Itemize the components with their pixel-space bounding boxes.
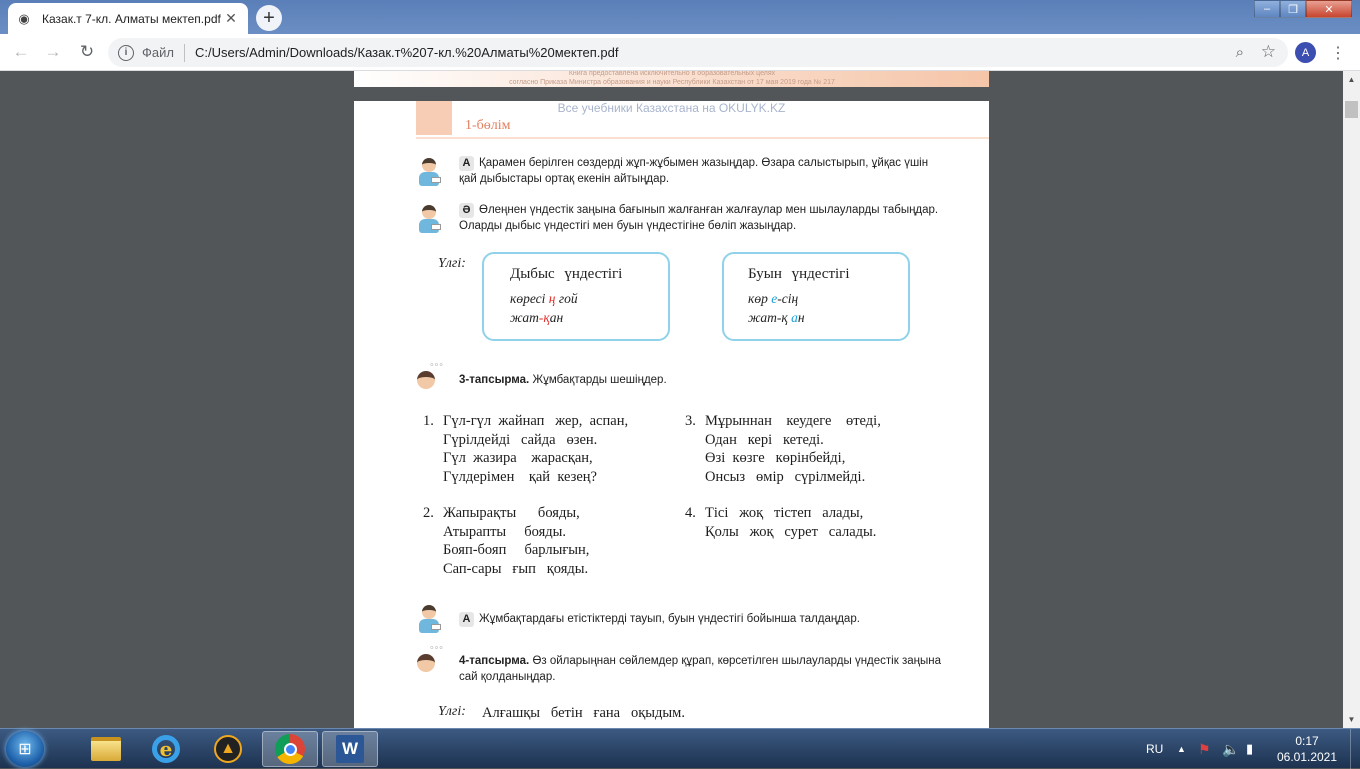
forward-icon[interactable]: →: [44, 42, 62, 61]
ie-taskbar-button[interactable]: [138, 731, 194, 767]
header-rule: [416, 137, 989, 139]
sound-harmony-box: [482, 252, 670, 341]
section-title: 1-бөлім: [465, 118, 511, 133]
bookmark-star-icon[interactable]: ☆: [1260, 42, 1276, 61]
task-3-heading: 3-тапсырма. Жұмбақтарды шешіңдер.: [459, 374, 667, 386]
profile-avatar[interactable]: A: [1295, 42, 1316, 63]
prev-page-note: Книга предоставлена исключительно в образовательных целях согласно Приказа Министра образования и науки Республики Казахстан от 17 мая 2019 года № 217: [509, 71, 835, 86]
task-letter-ae: Ә: [459, 203, 474, 218]
example-label: Үлгі:: [438, 704, 466, 719]
student-writing-icon: [417, 605, 441, 635]
tab-pdf[interactable]: [8, 3, 248, 34]
syllable-harmony-box: [722, 252, 910, 341]
scroll-thumb[interactable]: [1345, 101, 1358, 118]
box-examples: көресі ң гой жат-қан: [510, 291, 578, 325]
riddle-4: 4. Тісі жоқ тістеп алады, Қолы жоқ сурет салады.: [685, 505, 877, 540]
thinking-student-icon: ∘∘∘: [415, 646, 441, 676]
box-title: Дыбыс үндестігі: [510, 266, 623, 282]
address-bar[interactable]: [108, 38, 1288, 67]
word-taskbar-button[interactable]: [322, 731, 378, 767]
riddle-2: 2. Жапырақты бояды, Атырапты бояды. Бояп-бояп барлығын, Сап-сары ғып қояды.: [423, 505, 590, 577]
student-writing-icon: [417, 158, 441, 188]
globe-icon: ◉: [18, 10, 30, 26]
scroll-up-icon[interactable]: ▲: [1347, 75, 1356, 84]
new-tab-button[interactable]: +: [256, 5, 282, 31]
browser-toolbar: [0, 34, 1360, 71]
riddle-3: 3. Мұрыннан кеудеге өтеді, Одан кері кетеді. Өзі көзге көрінбейді, Онсыз өмір сүрілмейді.: [685, 413, 881, 485]
tab-strip: [0, 0, 1360, 34]
internet-explorer-icon: e: [152, 735, 180, 763]
task-4-paragraph: 4-тапсырма. Өз ойларыңнан сөйлемдер құрап, көрсетілген шылауларды үндестік заңына сай қолданыңдар.: [459, 655, 941, 683]
back-icon[interactable]: ←: [12, 42, 30, 61]
info-icon[interactable]: i: [118, 45, 134, 61]
student-writing-icon: [417, 205, 441, 235]
window-controls: [1254, 0, 1352, 18]
avast-taskbar-button[interactable]: [200, 731, 256, 767]
taskbar: [0, 728, 1360, 768]
language-indicator[interactable]: RU: [1146, 742, 1164, 756]
show-desktop-button[interactable]: [1350, 729, 1360, 769]
chrome-taskbar-button[interactable]: [262, 731, 318, 767]
volume-icon[interactable]: 🔈: [1222, 740, 1240, 757]
clock[interactable]: 0:17 06.01.2021: [1276, 734, 1338, 764]
chrome-icon: [275, 734, 305, 764]
power-icon[interactable]: ▮: [1246, 741, 1254, 756]
task-a-paragraph: А Қарамен берілген сөздерді жұп-жұбымен жазыңдар. Өзара салыстырып, ұйқас үшін қай дыбыстары ортақ екенін айтыңдар.: [459, 157, 929, 185]
task-a2-paragraph: А Жұмбақтардағы етістіктерді тауып, буын үндестігі бойынша талдаңдар.: [459, 612, 949, 628]
maximize-icon[interactable]: ❐: [1280, 0, 1306, 18]
thinking-student-icon: ∘∘∘: [415, 363, 441, 393]
riddle-1: 1. Гүл-гүл жайнап жер, аспан, Гүрілдейді сайда өзен. Гүл жазира жарасқан, Гүлдерімен қай кезең?: [423, 413, 629, 485]
example-label: Үлгі:: [438, 256, 466, 271]
example-sentence: Алғашқы бетін ғана оқыдым.: [482, 705, 685, 721]
box-examples: көр е-сің жат-қ ан: [748, 291, 805, 325]
url-divider: [184, 44, 185, 62]
folder-icon: [91, 737, 121, 761]
network-error-icon[interactable]: ⚑: [1198, 740, 1211, 757]
zoom-icon[interactable]: ⌕: [1235, 44, 1244, 61]
word-icon: W: [336, 735, 364, 763]
scroll-down-icon[interactable]: ▼: [1347, 715, 1356, 724]
url-text[interactable]: C:/Users/Admin/Downloads/Казак.т%207-кл.%20Алматы%20мектеп.pdf: [194, 45, 619, 60]
box-title: Буын үндестігі: [748, 266, 850, 282]
show-hidden-icons[interactable]: ▲: [1177, 744, 1186, 754]
task-ae-paragraph: Ә Өлеңнен үндестік заңына бағынып жалғанған жалғаулар мен шылауларды табыңдар. Оларды дыбыс үндестігі мен буын үндестігіне бөліп жазыңдар.: [459, 204, 939, 232]
start-button[interactable]: ⊞: [6, 731, 44, 767]
reload-icon[interactable]: ↻: [79, 42, 95, 61]
task-letter-a: А: [459, 612, 474, 627]
close-tab-icon[interactable]: ✕: [225, 10, 237, 26]
antivirus-icon: ▲: [214, 735, 242, 763]
watermark: Все учебники Казахстана на OKULYK.KZ: [557, 101, 786, 115]
close-window-icon[interactable]: ✕: [1306, 0, 1352, 18]
tab-title: Казак.т 7-кл. Алматы мектеп.pdf: [42, 11, 221, 26]
url-scheme: Файл: [142, 45, 174, 60]
menu-icon[interactable]: ⋮: [1330, 44, 1346, 62]
explorer-taskbar-button[interactable]: [78, 731, 134, 767]
vertical-scrollbar[interactable]: [1343, 71, 1360, 728]
previous-page-bottom: [354, 71, 989, 87]
pdf-page: [354, 101, 989, 728]
pdf-viewer: [0, 71, 1343, 728]
task-letter-a: А: [459, 156, 474, 171]
minimize-icon[interactable]: –: [1254, 0, 1280, 18]
